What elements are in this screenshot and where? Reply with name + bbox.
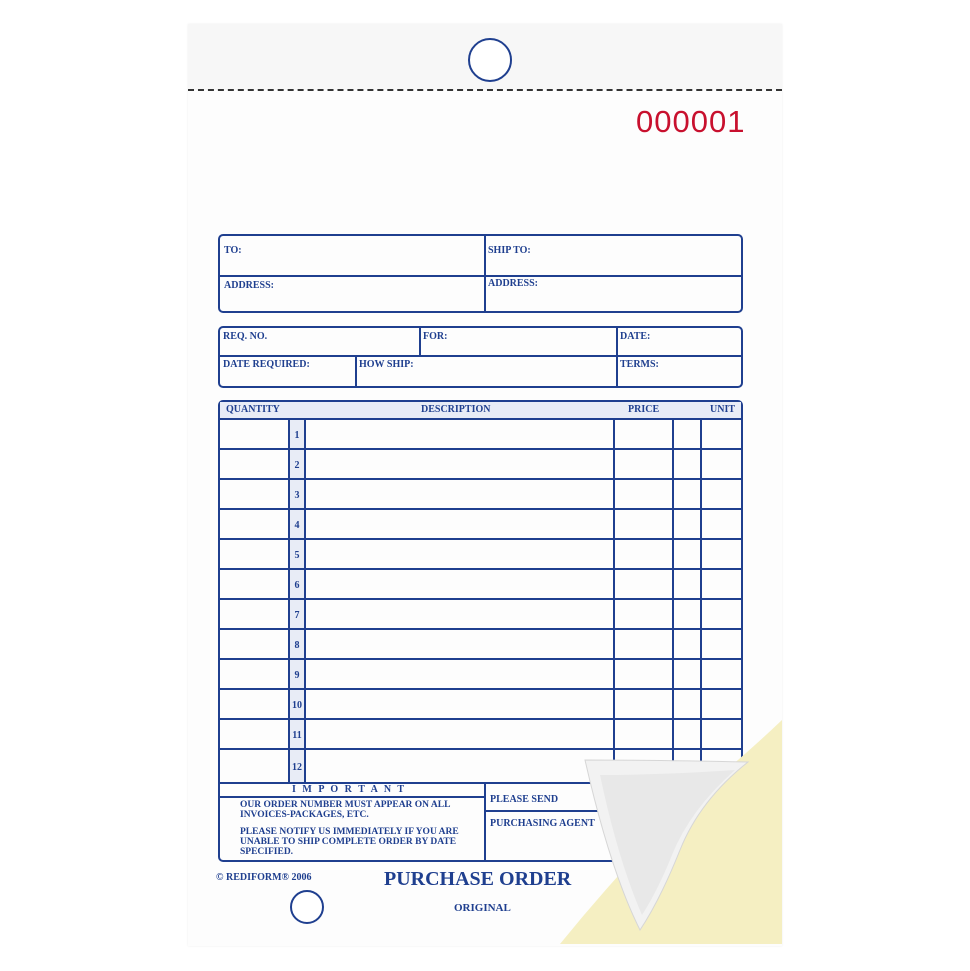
please-send-label: PLEASE SEND [490,794,559,805]
form-title: PURCHASE ORDER [384,868,572,890]
row-number: 2 [294,460,300,471]
terms-label: TERMS: [620,359,659,370]
how-ship-label: HOW SHIP: [359,359,414,370]
address-label-right: ADDRESS: [488,278,539,289]
header-unit: UNIT [710,404,736,415]
row-number: 12 [292,762,302,773]
important-line-4: UNABLE TO SHIP COMPLETE ORDER BY DATE [240,837,457,847]
to-label: TO: [224,245,242,256]
row-number: 3 [294,490,300,501]
important-line-3: PLEASE NOTIFY US IMMEDIATELY IF YOU ARE [240,827,459,837]
row-number: 5 [294,550,300,561]
row-number: 9 [294,670,300,681]
purchasing-agent-label: PURCHASING AGENT [490,818,595,829]
copyright-notice: © REDIFORM® 2006 [216,872,312,883]
important-line-2: INVOICES-PACKAGES, ETC. [240,810,369,820]
header-price: PRICE [628,404,660,415]
important-line-5: SPECIFIED. [240,847,294,857]
row-number: 7 [294,610,300,621]
row-number: 8 [294,640,300,651]
header-quantity: QUANTITY [226,404,280,415]
row-number: 1 [294,430,300,441]
ship-to-label: SHIP TO: [488,245,531,256]
date-required-label: DATE REQUIRED: [223,359,310,370]
req-no-label: REQ. NO. [223,331,268,342]
row-number: 11 [292,730,302,741]
header-description: DESCRIPTION [421,404,491,415]
row-number: 6 [294,580,300,591]
date-label: DATE: [620,331,651,342]
row-number: 10 [292,700,302,711]
copy-label: ORIGINAL [454,902,511,914]
serial-number: 000001 [636,104,746,139]
address-label-left: ADDRESS: [224,280,275,291]
important-heading: I M P O R T A N T [292,784,407,795]
important-line-1: OUR ORDER NUMBER MUST APPEAR ON ALL [240,800,451,810]
row-number: 4 [294,520,300,531]
for-label: FOR: [423,331,448,342]
